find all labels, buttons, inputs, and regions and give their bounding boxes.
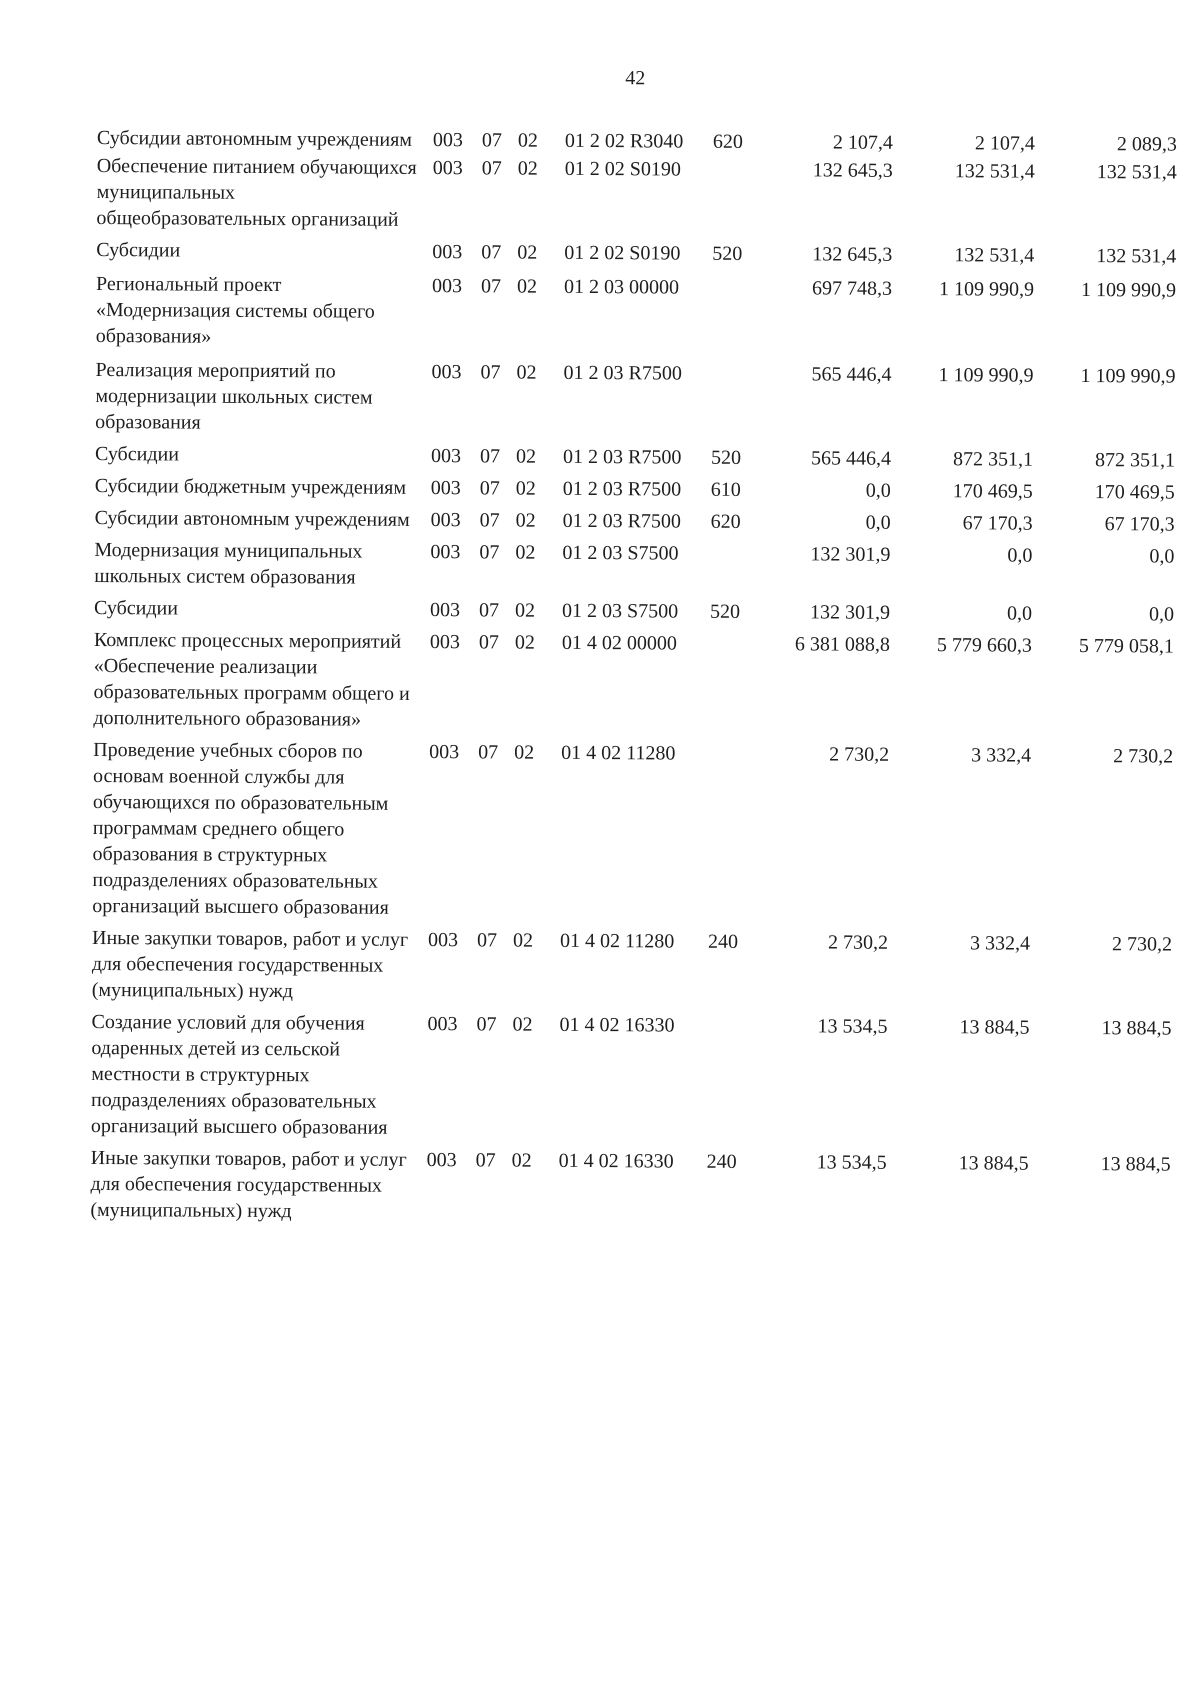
table-row — [0, 1144, 1194, 1229]
row-amount-year2: 2 107,4 — [974, 132, 1036, 155]
row-amount-year3: 1 109 990,9 — [1080, 364, 1176, 388]
row-amount-year1: 132 645,3 — [812, 159, 893, 182]
row-expense-type: 520 — [710, 446, 742, 469]
table-row — [0, 504, 1198, 537]
row-amount-year1: 0,0 — [865, 479, 891, 502]
row-amount-year2: 170 469,5 — [952, 480, 1033, 503]
row-amount-year2: 5 779 660,3 — [936, 634, 1032, 657]
row-amount-year1: 697 748,3 — [811, 277, 893, 300]
page-number: 42 — [625, 67, 646, 90]
budget-table — [0, 124, 1200, 1229]
row-target-code: 01 2 02 S0190 — [564, 157, 681, 181]
row-amount-year3: 2 730,2 — [1113, 745, 1174, 768]
table-row — [0, 270, 1199, 355]
row-section: 07 — [476, 1013, 497, 1036]
row-amount-year1: 565 446,4 — [810, 447, 892, 470]
row-section: 07 — [481, 241, 502, 264]
row-section: 07 — [478, 631, 499, 654]
row-name: Модернизация муниципальных школьных систем образования — [94, 538, 363, 589]
row-target-code: 01 4 02 16330 — [558, 1149, 674, 1173]
row-grbs: 003 — [432, 241, 463, 264]
row-expense-type: 520 — [712, 242, 743, 265]
row-subsection: 02 — [515, 477, 536, 500]
row-subsection: 02 — [517, 241, 538, 264]
row-target-code: 01 4 02 11280 — [559, 929, 675, 953]
row-name: Комплекс процессных мероприятий «Обеспечение реализации образовательных программ общего и дополнительного образования» — [93, 628, 410, 731]
row-amount-year2: 13 884,5 — [959, 1016, 1030, 1039]
row-amount-year1: 2 730,2 — [827, 931, 889, 954]
row-subsection: 02 — [515, 599, 536, 622]
row-section: 07 — [481, 129, 503, 152]
row-grbs: 003 — [427, 929, 459, 952]
row-amount-year3: 2 730,2 — [1111, 933, 1173, 956]
row-amount-year3: 2 089,3 — [1116, 133, 1177, 156]
row-amount-year3: 13 884,5 — [1101, 1017, 1172, 1040]
row-grbs: 003 — [430, 477, 461, 500]
table-row — [0, 626, 1197, 737]
row-amount-year3: 5 779 058,1 — [1078, 634, 1174, 658]
row-amount-year3: 132 531,4 — [1096, 161, 1177, 184]
row-grbs: 003 — [431, 275, 463, 298]
row-amount-year1: 132 301,9 — [810, 543, 891, 566]
row-amount-year2: 3 332,4 — [969, 932, 1031, 955]
row-section: 07 — [480, 275, 502, 298]
row-expense-type: 240 — [707, 930, 739, 953]
row-subsection: 02 — [517, 129, 539, 152]
table-row — [0, 736, 1196, 925]
row-subsection: 02 — [512, 1013, 533, 1036]
row-amount-year1: 6 381 088,8 — [794, 633, 890, 656]
row-target-code: 01 2 02 S0190 — [564, 241, 681, 265]
row-amount-year2: 132 531,4 — [954, 160, 1035, 183]
row-target-code: 01 2 03 S7500 — [562, 599, 679, 623]
row-amount-year2: 0,0 — [1007, 544, 1033, 567]
table-row — [0, 536, 1197, 595]
row-amount-year2: 132 531,4 — [954, 244, 1035, 267]
row-expense-type: 610 — [710, 478, 741, 501]
row-name: Иные закупки товаров, работ и услуг для обеспечения государственных (муниципальных) нужд — [90, 1146, 407, 1223]
row-subsection: 02 — [514, 741, 535, 764]
row-expense-type: 620 — [710, 510, 741, 533]
row-amount-year1: 0,0 — [865, 511, 891, 534]
row-name: Субсидии — [94, 442, 180, 466]
row-name: Субсидии автономным учреждениям — [96, 126, 413, 151]
row-grbs: 003 — [430, 509, 461, 532]
row-amount-year3: 67 170,3 — [1104, 513, 1175, 536]
row-amount-year2: 872 351,1 — [952, 448, 1034, 471]
row-subsection: 02 — [516, 361, 537, 384]
row-amount-year2: 67 170,3 — [962, 512, 1033, 535]
row-section: 07 — [479, 599, 500, 622]
row-name: Проведение учебных сборов по основам военной службы для обучающихся по образовательным программам среднего общего образования в структурных подразделениях образовательных организаций высшего образования — [92, 738, 389, 919]
row-grbs: 003 — [427, 1013, 458, 1036]
row-name: Иные закупки товаров, работ и услуг для обеспечения государственных (муниципальных) нужд — [91, 926, 409, 1003]
row-amount-year3: 132 531,4 — [1096, 245, 1177, 268]
row-grbs: 003 — [431, 361, 462, 384]
row-amount-year3: 0,0 — [1148, 603, 1175, 626]
row-expense-type: 240 — [706, 1150, 737, 1173]
row-name: Региональный проект «Модернизация системы общего образования» — [95, 272, 375, 348]
row-amount-year3: 872 351,1 — [1094, 449, 1176, 472]
row-grbs: 003 — [430, 599, 461, 622]
row-target-code: 01 2 03 R7500 — [563, 361, 682, 385]
table-row — [0, 1008, 1195, 1145]
row-target-code: 01 4 02 00000 — [561, 631, 677, 655]
row-subsection: 02 — [517, 157, 538, 180]
row-grbs: 003 — [432, 157, 463, 180]
row-grbs: 003 — [429, 741, 460, 764]
row-amount-year3: 13 884,5 — [1100, 1153, 1171, 1176]
row-amount-year2: 0,0 — [1006, 602, 1033, 625]
row-grbs: 003 — [429, 631, 460, 654]
row-expense-type: 520 — [710, 600, 741, 623]
row-section: 07 — [481, 157, 502, 180]
row-target-code: 01 4 02 16330 — [559, 1013, 675, 1037]
table-row — [0, 236, 1199, 269]
row-target-code: 01 2 03 R7500 — [562, 445, 682, 469]
row-amount-year1: 13 534,5 — [816, 1151, 887, 1174]
row-amount-year1: 132 301,9 — [809, 601, 891, 624]
row-target-code: 01 2 03 R7500 — [562, 509, 682, 533]
row-section: 07 — [479, 477, 500, 500]
row-amount-year2: 1 109 990,9 — [938, 364, 1034, 387]
row-name: Обеспечение питанием обучающихся муниципальных общеобразовательных организаций — [96, 154, 417, 231]
row-expense-type: 620 — [712, 130, 744, 153]
row-grbs: 003 — [426, 1149, 457, 1172]
row-amount-year1: 565 446,4 — [811, 363, 892, 386]
row-name: Создание условий для обучения одаренных детей из сельской местности в структурных подразделениях образовательных организаций высшего образования — [90, 1010, 388, 1139]
row-amount-year3: 170 469,5 — [1094, 481, 1175, 504]
row-amount-year2: 1 109 990,9 — [938, 278, 1035, 301]
row-name: Субсидии автономным учреждениям — [94, 506, 410, 531]
row-target-code: 01 4 02 11280 — [561, 741, 676, 765]
row-section: 07 — [475, 1149, 496, 1172]
row-name: Субсидии бюджетным учреждениям — [94, 474, 407, 499]
row-target-code: 01 2 03 S7500 — [562, 541, 679, 565]
row-section: 07 — [476, 929, 498, 952]
row-subsection: 02 — [515, 509, 536, 532]
row-grbs: 003 — [432, 129, 464, 152]
row-subsection: 02 — [515, 445, 537, 468]
row-name: Реализация мероприятий по модернизации школьных систем образования — [95, 358, 373, 434]
table-row — [0, 356, 1199, 441]
row-grbs: 003 — [430, 541, 461, 564]
row-subsection: 02 — [512, 929, 534, 952]
row-subsection: 02 — [515, 541, 536, 564]
row-amount-year3: 1 109 990,9 — [1080, 278, 1177, 302]
row-amount-year1: 132 645,3 — [812, 243, 893, 266]
table-row — [0, 472, 1198, 505]
table-row — [0, 924, 1195, 1009]
row-name: Субсидии — [96, 238, 181, 262]
row-target-code: 01 2 03 00000 — [563, 275, 680, 299]
row-section: 07 — [479, 541, 500, 564]
table-row — [0, 594, 1197, 627]
row-section: 07 — [479, 445, 501, 468]
row-target-code: 01 2 02 R3040 — [564, 129, 684, 153]
row-amount-year2: 3 332,4 — [971, 744, 1032, 767]
row-section: 07 — [480, 361, 501, 384]
row-amount-year1: 2 107,4 — [832, 131, 894, 154]
row-subsection: 02 — [514, 631, 535, 654]
row-section: 07 — [479, 509, 500, 532]
row-section: 07 — [478, 741, 499, 764]
row-target-code: 01 2 03 R7500 — [562, 477, 682, 501]
table-row — [0, 440, 1198, 473]
row-amount-year1: 2 730,2 — [829, 743, 890, 766]
row-amount-year2: 13 884,5 — [958, 1152, 1029, 1175]
row-amount-year3: 0,0 — [1149, 545, 1175, 568]
table-row — [0, 152, 1200, 237]
row-amount-year1: 13 534,5 — [817, 1015, 888, 1038]
row-name: Субсидии — [94, 596, 179, 620]
row-subsection: 02 — [516, 275, 538, 298]
row-grbs: 003 — [430, 445, 462, 468]
row-subsection: 02 — [511, 1149, 532, 1172]
